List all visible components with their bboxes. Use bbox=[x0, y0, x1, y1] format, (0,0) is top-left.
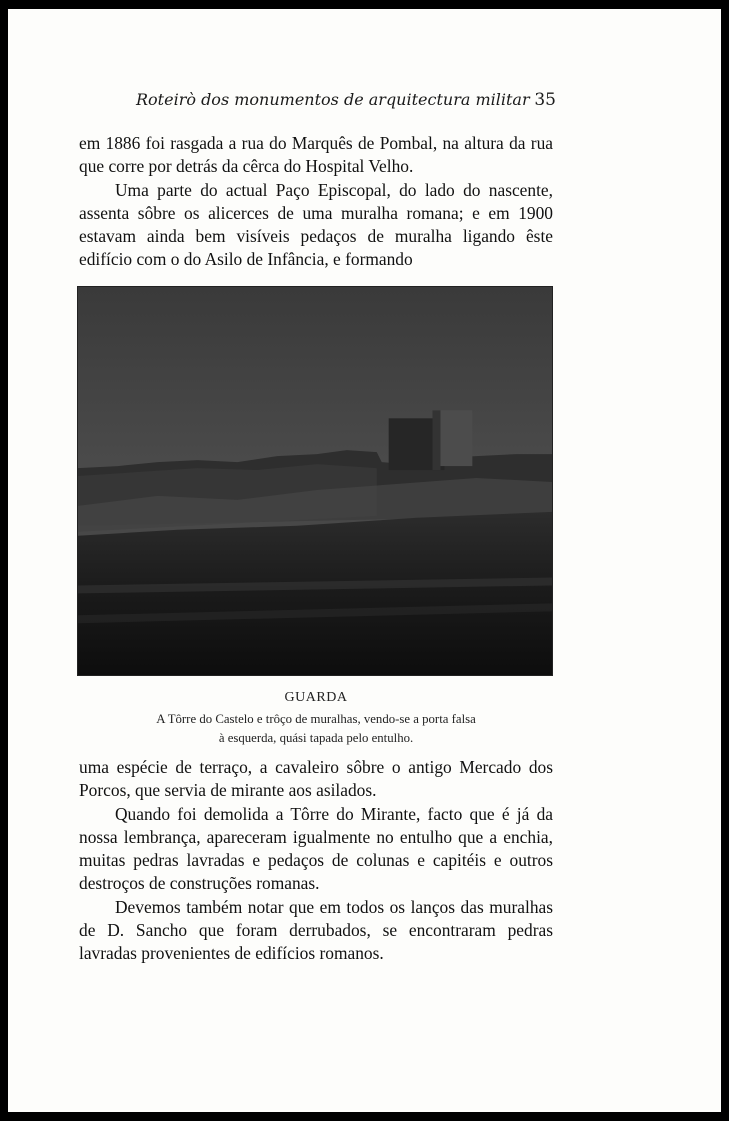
running-title: Roteirò dos monumentos de arquitectura militar bbox=[136, 90, 530, 109]
body-text-bottom bbox=[79, 756, 553, 966]
running-header bbox=[136, 90, 556, 114]
paragraph: Quando foi demolida a Tôrre do Mirante, facto que é já da nossa lembrança, apareceram igualmente no entulho que a enchia, muitas pedras lavradas e pedaços de colunas e capitéis e outros destroços de construções romanas. bbox=[79, 803, 553, 894]
paragraph: em 1886 foi rasgada a rua do Marquês de Pombal, na altura da rua que corre por detrás da cêrca do Hospital Velho. bbox=[79, 133, 553, 177]
body-text-top bbox=[79, 132, 553, 272]
caption-line: A Tôrre do Castelo e trôço de muralhas, vendo-se a porta falsa bbox=[156, 712, 476, 726]
figure-title: GUARDA bbox=[284, 690, 348, 705]
figure-caption bbox=[79, 710, 553, 747]
paragraph: uma espécie de terraço, a cavaleiro sôbre o antigo Mercado dos Porcos, que servia de mirante aos asilados. bbox=[79, 757, 553, 801]
paragraph: Uma parte do actual Paço Episcopal, do lado do nascente, assenta sôbre os alicerces de uma muralha romana; e em 1900 estavam ainda bem visíveis pedaços de muralha ligando êste edifício com o do Asilo de Infância, e formando bbox=[79, 179, 553, 270]
photograph-castle-tower bbox=[77, 286, 553, 676]
caption-line: à esquerda, quási tapada pelo entulho. bbox=[218, 730, 414, 745]
page-number: 35 bbox=[534, 90, 556, 110]
paragraph: Devemos também notar que em todos os lanços das muralhas de D. Sancho que foram derrubados, se encontraram pedras lavradas provenientes de edifícios romanos. bbox=[79, 896, 553, 964]
